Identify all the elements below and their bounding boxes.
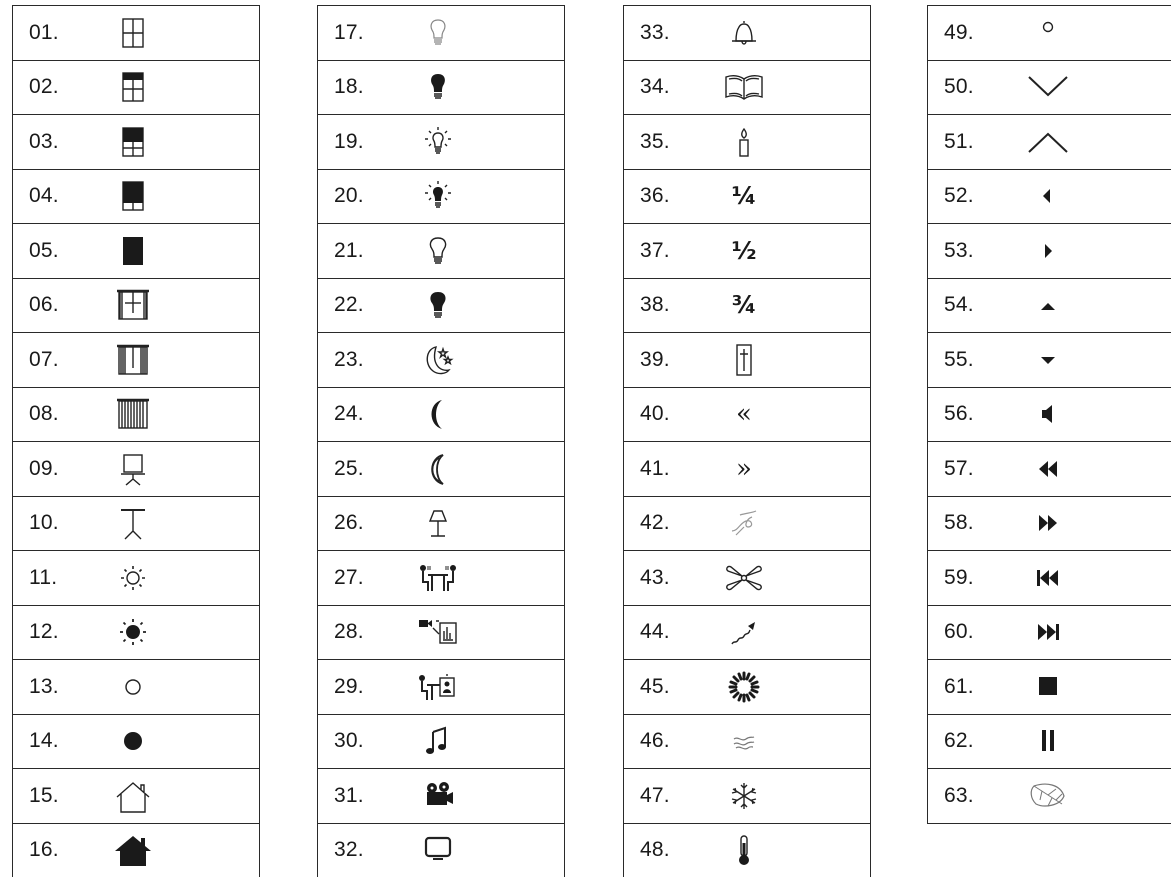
item-number: 61. xyxy=(944,674,974,698)
item-number: 13. xyxy=(29,674,59,698)
item-number: 32. xyxy=(334,838,364,862)
small-circle-icon xyxy=(1024,14,1072,52)
item-number: 08. xyxy=(29,402,59,426)
fast-forward-icon xyxy=(1024,504,1072,542)
item-number: 11. xyxy=(29,565,58,589)
triangle-up-icon xyxy=(1026,288,1070,322)
triangle-left-icon xyxy=(1024,177,1072,215)
table-lamp-icon xyxy=(416,506,460,540)
item-number: 62. xyxy=(944,729,974,753)
table-row xyxy=(318,278,564,333)
television-icon xyxy=(414,831,462,869)
item-number: 43. xyxy=(640,565,670,589)
leaf-icon xyxy=(1024,777,1072,815)
television-icon xyxy=(416,833,460,867)
item-number: 10. xyxy=(29,511,59,535)
item-number: 22. xyxy=(334,293,364,317)
window-blind-quarter-icon xyxy=(111,70,155,104)
chevron-up-icon xyxy=(1024,123,1072,161)
table-row xyxy=(624,550,870,605)
item-number: 04. xyxy=(29,184,59,208)
table-row xyxy=(13,605,259,660)
bulb-filled-icon xyxy=(414,286,462,324)
music-note-icon xyxy=(414,722,462,760)
window-blind-three-quarter-icon xyxy=(111,179,155,213)
item-number: 30. xyxy=(334,729,364,753)
table-row xyxy=(13,223,259,278)
table-row xyxy=(928,169,1171,224)
item-number: 42. xyxy=(640,511,670,535)
item-number: 39. xyxy=(640,347,670,371)
table-row xyxy=(13,659,259,714)
item-number: 16. xyxy=(29,838,59,862)
window-blind-closed-icon xyxy=(109,232,157,270)
table-row xyxy=(318,605,564,660)
bulb-rays-outline-icon xyxy=(414,123,462,161)
item-number: 26. xyxy=(334,511,364,535)
projector-screen-down-icon xyxy=(109,450,157,488)
table-row xyxy=(928,114,1171,169)
speaker-icon xyxy=(1024,395,1072,433)
house-filled-icon xyxy=(111,833,155,867)
house-outline-icon xyxy=(109,777,157,815)
bulb-rays-outline-icon xyxy=(416,125,460,159)
table-row xyxy=(624,441,870,496)
item-number: 57. xyxy=(944,456,974,480)
wind-icon xyxy=(722,724,766,758)
table-row xyxy=(13,441,259,496)
curtains-closed-icon xyxy=(109,395,157,433)
moon-stars-icon xyxy=(414,341,462,379)
swirl-icon xyxy=(720,504,768,542)
moon-outline-icon xyxy=(416,452,460,486)
item-number: 41. xyxy=(640,456,670,480)
table-row xyxy=(928,768,1171,823)
triangle-up-icon xyxy=(1024,286,1072,324)
table-row xyxy=(624,714,870,769)
table-row xyxy=(318,114,564,169)
table-row xyxy=(318,550,564,605)
chevron-down-icon xyxy=(1026,70,1070,104)
table-row xyxy=(928,60,1171,115)
symbol-glyph: « xyxy=(736,399,752,430)
item-number: 48. xyxy=(640,838,670,862)
projector-screen-down-icon xyxy=(111,452,155,486)
triangle-down-icon xyxy=(1024,341,1072,379)
table-row xyxy=(928,659,1171,714)
table-row xyxy=(928,5,1171,60)
skip-next-icon xyxy=(1026,615,1070,649)
window-grid-icon xyxy=(109,14,157,52)
speaker-icon xyxy=(1026,397,1070,431)
icon-column-2 xyxy=(317,5,565,877)
speaker-presentation-icon xyxy=(414,668,462,706)
symbol-glyph: ¼ xyxy=(731,182,757,211)
item-number: 23. xyxy=(334,347,364,371)
table-row xyxy=(624,60,870,115)
window-blind-quarter-icon xyxy=(109,68,157,106)
triangle-right-icon xyxy=(1026,234,1070,268)
thermometer-icon xyxy=(720,831,768,869)
house-filled-icon xyxy=(109,831,157,869)
projector-screen-up-icon xyxy=(111,506,155,540)
table-row xyxy=(13,278,259,333)
table-row xyxy=(13,114,259,169)
table-row xyxy=(624,223,870,278)
table-row xyxy=(318,387,564,442)
wave-arrow-icon xyxy=(722,615,766,649)
table-row xyxy=(624,278,870,333)
curtains-open-icon xyxy=(109,286,157,324)
bulb-filled-small-icon xyxy=(414,68,462,106)
bell-icon xyxy=(722,16,766,50)
table-row xyxy=(624,169,870,224)
table-row xyxy=(318,60,564,115)
item-number: 07. xyxy=(29,347,59,371)
table-row xyxy=(318,169,564,224)
item-number: 45. xyxy=(640,674,670,698)
candle-icon xyxy=(720,123,768,161)
table-lamp-icon xyxy=(414,504,462,542)
window-blind-half-icon xyxy=(111,125,155,159)
loading-spinner-icon xyxy=(722,670,766,704)
sun-filled-icon xyxy=(109,613,157,651)
item-number: 28. xyxy=(334,620,364,644)
item-number: 17. xyxy=(334,20,364,44)
item-number: 01. xyxy=(29,20,59,44)
table-row xyxy=(928,387,1171,442)
item-number: 60. xyxy=(944,620,974,644)
bulb-dim-outline-icon xyxy=(414,14,462,52)
loading-spinner-icon xyxy=(720,668,768,706)
table-row xyxy=(13,496,259,551)
video-presentation-icon xyxy=(416,615,460,649)
item-number: 31. xyxy=(334,783,364,807)
open-book-icon xyxy=(720,68,768,106)
table-row xyxy=(13,768,259,823)
symbol-glyph: ¾ xyxy=(731,291,757,320)
item-number: 20. xyxy=(334,184,364,208)
table-row xyxy=(624,659,870,714)
item-number: 55. xyxy=(944,347,974,371)
symbol-glyph: » xyxy=(736,453,752,484)
item-number: 09. xyxy=(29,456,59,480)
triangle-left-icon xyxy=(1026,179,1070,213)
table-row xyxy=(624,114,870,169)
fan-icon xyxy=(720,559,768,597)
icon-column-3 xyxy=(623,5,871,877)
leaf-icon xyxy=(1026,779,1070,813)
circle-filled-icon xyxy=(109,722,157,760)
item-number: 02. xyxy=(29,75,59,99)
chevron-down-icon xyxy=(1024,68,1072,106)
house-outline-icon xyxy=(111,779,155,813)
moon-stars-icon xyxy=(416,343,460,377)
triangle-down-icon xyxy=(1026,343,1070,377)
table-row xyxy=(928,441,1171,496)
pause-icon xyxy=(1024,722,1072,760)
sun-outline-icon xyxy=(111,561,155,595)
item-number: 50. xyxy=(944,75,974,99)
item-number: 24. xyxy=(334,402,364,426)
item-number: 21. xyxy=(334,238,364,262)
icon-column-4 xyxy=(927,5,1171,824)
wave-arrow-icon xyxy=(720,613,768,651)
item-number: 25. xyxy=(334,456,364,480)
item-number: 12. xyxy=(29,620,59,644)
wind-icon xyxy=(720,722,768,760)
fan-icon xyxy=(722,561,766,595)
table-row xyxy=(318,223,564,278)
table-row xyxy=(928,278,1171,333)
music-note-icon xyxy=(416,724,460,758)
table-row xyxy=(928,714,1171,769)
table-row xyxy=(318,714,564,769)
table-row xyxy=(318,768,564,823)
moon-outline-icon xyxy=(414,450,462,488)
table-row xyxy=(624,605,870,660)
dagger-box-icon xyxy=(720,341,768,379)
curtains-closed-icon xyxy=(111,397,155,431)
bulb-filled-small-icon xyxy=(416,70,460,104)
item-number: 03. xyxy=(29,129,59,153)
projector-screen-up-icon xyxy=(109,504,157,542)
meeting-table-icon xyxy=(414,559,462,597)
bulb-rays-filled-icon xyxy=(414,177,462,215)
table-row xyxy=(13,714,259,769)
skip-previous-icon xyxy=(1024,559,1072,597)
item-number: 47. xyxy=(640,783,670,807)
item-number: 36. xyxy=(640,184,670,208)
skip-previous-icon xyxy=(1026,561,1070,595)
speaker-presentation-icon xyxy=(416,670,460,704)
stop-icon xyxy=(1026,670,1070,704)
item-number: 63. xyxy=(944,783,974,807)
candle-icon xyxy=(722,125,766,159)
table-row xyxy=(318,823,564,878)
table-row xyxy=(624,387,870,442)
sun-filled-icon xyxy=(111,615,155,649)
bulb-outline-icon xyxy=(414,232,462,270)
item-number: 51. xyxy=(944,129,974,153)
table-row xyxy=(318,5,564,60)
fast-forward-icon xyxy=(1026,506,1070,540)
stop-icon xyxy=(1024,668,1072,706)
small-circle-icon xyxy=(1026,16,1070,50)
table-row xyxy=(318,441,564,496)
triangle-right-icon xyxy=(1024,232,1072,270)
item-number: 49. xyxy=(944,20,974,44)
symbol-glyph: ½ xyxy=(731,236,757,265)
curtains-open-icon xyxy=(111,288,155,322)
pause-icon xyxy=(1026,724,1070,758)
item-number: 52. xyxy=(944,184,974,208)
item-number: 54. xyxy=(944,293,974,317)
item-number: 37. xyxy=(640,238,670,262)
item-number: 35. xyxy=(640,129,670,153)
item-number: 27. xyxy=(334,565,364,589)
bulb-outline-icon xyxy=(416,234,460,268)
item-number: 34. xyxy=(640,75,670,99)
window-grid-icon xyxy=(111,16,155,50)
table-row xyxy=(13,823,259,878)
window-blind-closed-icon xyxy=(111,234,155,268)
item-number: 15. xyxy=(29,783,59,807)
curtains-half-icon xyxy=(111,343,155,377)
table-row xyxy=(624,823,870,878)
meeting-table-icon xyxy=(416,561,460,595)
item-number: 53. xyxy=(944,238,974,262)
circle-outline-icon xyxy=(109,668,157,706)
item-number: 18. xyxy=(334,75,364,99)
item-number: 05. xyxy=(29,238,59,262)
dagger-box-icon xyxy=(722,343,766,377)
table-row xyxy=(624,768,870,823)
item-number: 06. xyxy=(29,293,59,317)
chevron-up-icon xyxy=(1026,125,1070,159)
item-number: 40. xyxy=(640,402,670,426)
bulb-dim-outline-icon xyxy=(416,16,460,50)
rewind-icon xyxy=(1024,450,1072,488)
item-number: 44. xyxy=(640,620,670,644)
sun-outline-icon xyxy=(109,559,157,597)
table-row xyxy=(13,169,259,224)
video-presentation-icon xyxy=(414,613,462,651)
item-number: 58. xyxy=(944,511,974,535)
table-row xyxy=(318,496,564,551)
window-blind-three-quarter-icon xyxy=(109,177,157,215)
table-row xyxy=(13,550,259,605)
moon-filled-icon xyxy=(414,395,462,433)
item-number: 59. xyxy=(944,565,974,589)
table-row xyxy=(13,332,259,387)
table-row xyxy=(13,5,259,60)
table-row xyxy=(624,5,870,60)
table-row xyxy=(928,332,1171,387)
table-row xyxy=(318,332,564,387)
film-projector-icon xyxy=(416,779,460,813)
bulb-rays-filled-icon xyxy=(416,179,460,213)
swirl-icon xyxy=(722,506,766,540)
curtains-half-icon xyxy=(109,341,157,379)
table-row xyxy=(928,550,1171,605)
table-row xyxy=(13,60,259,115)
item-number: 46. xyxy=(640,729,670,753)
table-row xyxy=(928,605,1171,660)
bell-icon xyxy=(720,14,768,52)
rewind-icon xyxy=(1026,452,1070,486)
table-row xyxy=(928,496,1171,551)
item-number: 14. xyxy=(29,729,59,753)
thermometer-icon xyxy=(722,833,766,867)
skip-next-icon xyxy=(1024,613,1072,651)
table-row xyxy=(928,223,1171,278)
table-row xyxy=(13,387,259,442)
item-number: 19. xyxy=(334,129,364,153)
item-number: 56. xyxy=(944,402,974,426)
snowflake-icon xyxy=(722,779,766,813)
circle-outline-icon xyxy=(111,670,155,704)
circle-filled-icon xyxy=(111,724,155,758)
item-number: 33. xyxy=(640,20,670,44)
open-book-icon xyxy=(722,70,766,104)
icon-column-1 xyxy=(12,5,260,877)
snowflake-icon xyxy=(720,777,768,815)
item-number: 38. xyxy=(640,293,670,317)
table-row xyxy=(624,496,870,551)
table-row xyxy=(318,659,564,714)
window-blind-half-icon xyxy=(109,123,157,161)
moon-filled-icon xyxy=(416,397,460,431)
bulb-filled-icon xyxy=(416,288,460,322)
item-number: 29. xyxy=(334,674,364,698)
table-row xyxy=(624,332,870,387)
film-projector-icon xyxy=(414,777,462,815)
